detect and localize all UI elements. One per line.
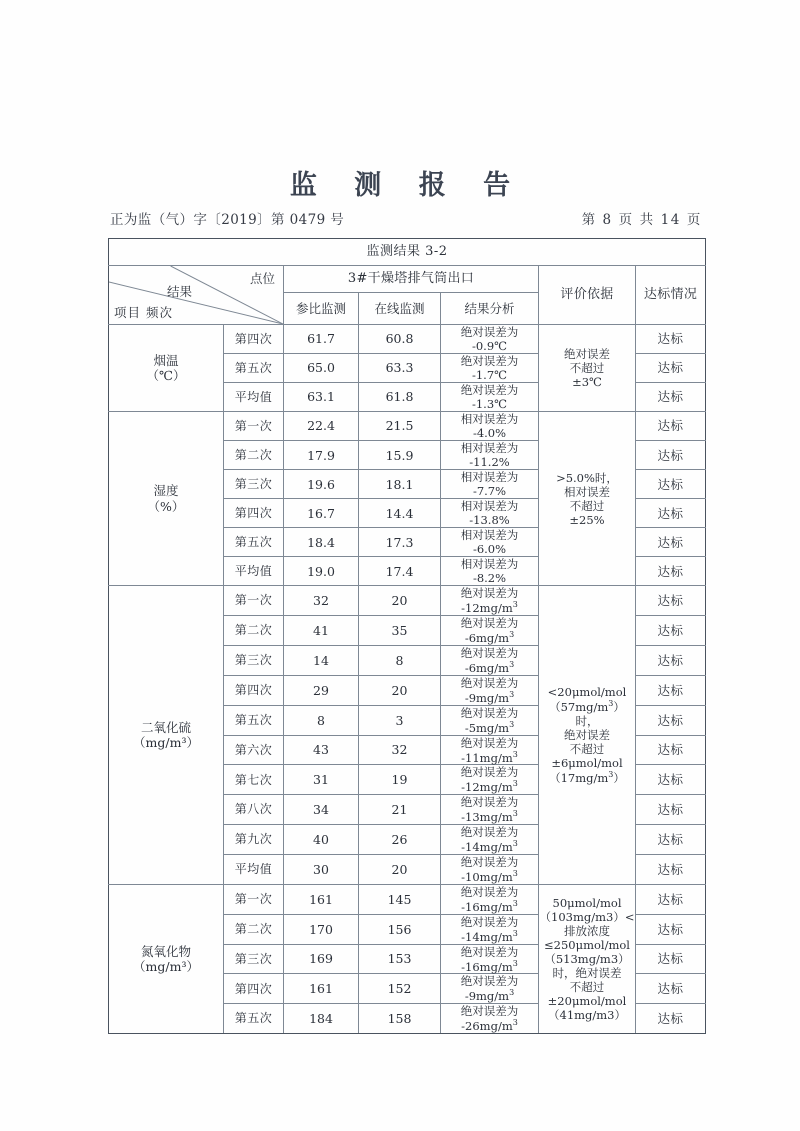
status-cell: 达标 (636, 705, 706, 735)
analysis-line-1: 绝对误差为 (460, 705, 519, 720)
frequency-cell: 平均值 (224, 557, 284, 586)
status-cell: 达标 (636, 884, 706, 914)
frequency-cell: 第二次 (224, 914, 284, 944)
analysis-cell (441, 586, 539, 616)
basis-line: 时，绝对误差 (552, 966, 622, 981)
header-corner-cell (109, 266, 284, 325)
status-cell: 达标 (636, 325, 706, 354)
comparison-value-cell: 19.0 (284, 557, 359, 586)
parameter-name-cell (109, 884, 224, 1033)
analysis-cell (441, 765, 539, 795)
analysis-line-2: $-14mg/m^3$ (461, 839, 518, 854)
analysis-line-1: 绝对误差为 (460, 1004, 519, 1019)
analysis-line-1: 绝对误差为 (460, 765, 519, 780)
frequency-cell: 第三次 (224, 944, 284, 974)
analysis-line-2: -1.7℃ (471, 368, 508, 383)
online-value-cell: 26 (359, 825, 441, 855)
comparison-value-cell: 19.6 (284, 470, 359, 499)
basis-line: （513mg/m3） (544, 952, 630, 967)
status-cell: 达标 (636, 441, 706, 470)
basis-line: ≤250μmol/mol (544, 938, 630, 952)
analysis-cell (441, 795, 539, 825)
analysis-line-1: 相对误差为 (460, 499, 519, 514)
frequency-cell: 第五次 (224, 705, 284, 735)
analysis-line-2: $-9mg/m^3$ (464, 689, 515, 705)
header-site-name: 3#干燥塔排气筒出口 (284, 266, 539, 293)
basis-line: >5.0%时， (556, 470, 618, 485)
document-meta-row (110, 208, 702, 228)
status-cell: 达标 (636, 470, 706, 499)
status-cell: 达标 (636, 586, 706, 616)
analysis-line-2: -1.3℃ (471, 397, 508, 412)
online-value-cell: 156 (359, 914, 441, 944)
online-value-cell: 3 (359, 705, 441, 735)
comparison-value-cell: 17.9 (284, 441, 359, 470)
analysis-line-1: 绝对误差为 (460, 735, 519, 750)
comparison-value-cell: 43 (284, 735, 359, 765)
online-value-cell: 14.4 (359, 499, 441, 528)
parameter-name-cell (109, 325, 224, 412)
comparison-value-cell: 22.4 (284, 412, 359, 441)
analysis-line-2: $-6mg/m^3$ (464, 660, 515, 675)
analysis-line-1: 绝对误差为 (460, 616, 519, 631)
analysis-line-1: 绝对误差为 (460, 795, 519, 810)
online-value-cell: 32 (359, 735, 441, 765)
basis-line: 不超过 (569, 980, 605, 995)
analysis-cell (441, 470, 539, 499)
monitoring-results-table (108, 238, 706, 1034)
status-cell: 达标 (636, 499, 706, 528)
frequency-cell: 第五次 (224, 354, 284, 383)
table-row (109, 412, 706, 441)
document-number: 正为监（气）字〔2019〕第 0479 号 (110, 212, 345, 228)
status-cell: 达标 (636, 354, 706, 383)
analysis-cell (441, 944, 539, 974)
parameter-label: 氮氧化物 (140, 943, 191, 959)
analysis-line-2: -0.9℃ (471, 339, 508, 354)
parameter-name-cell (109, 586, 224, 885)
frequency-cell: 平均值 (224, 855, 284, 885)
basis-line: 绝对误差 (564, 728, 610, 743)
parameter-unit: （%） (147, 498, 185, 514)
basis-line: ±20μmol/mol (547, 994, 627, 1009)
analysis-line-2: -6.0% (472, 542, 507, 557)
comparison-value-cell: 40 (284, 825, 359, 855)
online-value-cell: 15.9 (359, 441, 441, 470)
analysis-line-1: 相对误差为 (460, 441, 519, 456)
analysis-line-1: 绝对误差为 (460, 354, 519, 369)
status-cell: 达标 (636, 616, 706, 646)
comparison-value-cell: 170 (284, 914, 359, 944)
basis-line: 50μmol/mol (552, 895, 622, 910)
analysis-line-2: $-16mg/m^3$ (461, 898, 518, 914)
online-value-cell: 63.3 (359, 354, 441, 383)
parameter-unit: （℃） (146, 368, 186, 384)
status-cell: 达标 (636, 735, 706, 765)
comparison-value-cell: 161 (284, 974, 359, 1004)
basis-line: <20μmol/mol (547, 685, 627, 700)
comparison-value-cell: 29 (284, 675, 359, 705)
results-table-wrapper (108, 238, 705, 1034)
header-comparison-monitoring: 参比监测 (284, 293, 359, 325)
page-indicator: 第 8 页 共 14 页 (581, 212, 702, 228)
frequency-cell: 第八次 (224, 795, 284, 825)
analysis-line-2: $-11mg/m^3$ (461, 749, 518, 765)
basis-line: （41mg/m3） (548, 1008, 626, 1023)
frequency-cell: 第六次 (224, 735, 284, 765)
basis-line: $(17mg/m^3)$ (549, 770, 625, 785)
comparison-value-cell: 31 (284, 765, 359, 795)
status-cell: 达标 (636, 974, 706, 1004)
corner-label-item: 项目 频次 (114, 304, 173, 320)
online-value-cell: 61.8 (359, 383, 441, 412)
frequency-cell: 第四次 (224, 675, 284, 705)
online-value-cell: 8 (359, 646, 441, 676)
comparison-value-cell: 61.7 (284, 325, 359, 354)
analysis-cell (441, 383, 539, 412)
frequency-cell: 第五次 (224, 528, 284, 557)
comparison-value-cell: 32 (284, 586, 359, 616)
table-caption: 监测结果 3-2 (109, 239, 706, 266)
status-cell: 达标 (636, 914, 706, 944)
evaluation-basis-cell (539, 884, 636, 1033)
comparison-value-cell: 34 (284, 795, 359, 825)
frequency-cell: 第二次 (224, 441, 284, 470)
online-value-cell: 20 (359, 675, 441, 705)
frequency-cell: 第一次 (224, 412, 284, 441)
online-value-cell: 158 (359, 1004, 441, 1034)
analysis-line-1: 相对误差为 (460, 557, 519, 572)
online-value-cell: 21 (359, 795, 441, 825)
online-value-cell: 152 (359, 974, 441, 1004)
analysis-cell (441, 884, 539, 914)
page-title: 监 测 报 告 (289, 170, 525, 201)
parameter-unit: （mg/m³） (133, 735, 199, 751)
comparison-value-cell: 184 (284, 1004, 359, 1034)
analysis-cell (441, 325, 539, 354)
online-value-cell: 35 (359, 616, 441, 646)
parameter-label: 烟温 (153, 352, 179, 368)
analysis-line-2: $-6mg/m^3$ (464, 630, 515, 645)
analysis-line-1: 绝对误差为 (460, 675, 519, 690)
analysis-cell (441, 499, 539, 528)
frequency-cell: 第三次 (224, 470, 284, 499)
frequency-cell: 第五次 (224, 1004, 284, 1034)
frequency-cell: 第七次 (224, 765, 284, 795)
basis-line: 绝对误差 (564, 347, 610, 362)
parameter-label: 二氧化硫 (140, 719, 191, 735)
comparison-value-cell: 30 (284, 855, 359, 885)
analysis-line-1: 绝对误差为 (460, 884, 519, 899)
analysis-line-1: 绝对误差为 (460, 825, 519, 840)
header-evaluation-basis: 评价依据 (539, 266, 636, 325)
frequency-cell: 第一次 (224, 884, 284, 914)
analysis-line-1: 相对误差为 (460, 528, 519, 543)
header-compliance-status: 达标情况 (636, 266, 706, 325)
analysis-cell (441, 441, 539, 470)
comparison-value-cell: 8 (284, 705, 359, 735)
basis-line: ±3℃ (572, 375, 602, 390)
online-value-cell: 17.4 (359, 557, 441, 586)
online-value-cell: 145 (359, 884, 441, 914)
analysis-cell (441, 528, 539, 557)
analysis-cell (441, 557, 539, 586)
comparison-value-cell: 14 (284, 646, 359, 676)
table-row (109, 884, 706, 914)
analysis-line-2: $-9mg/m^3$ (464, 988, 515, 1004)
status-cell: 达标 (636, 944, 706, 974)
analysis-cell (441, 825, 539, 855)
online-value-cell: 21.5 (359, 412, 441, 441)
analysis-line-1: 相对误差为 (460, 412, 519, 427)
analysis-line-2: -13.8% (469, 513, 510, 528)
evaluation-basis-cell (539, 586, 636, 885)
comparison-value-cell: 161 (284, 884, 359, 914)
comparison-value-cell: 41 (284, 616, 359, 646)
analysis-cell (441, 914, 539, 944)
analysis-line-1: 绝对误差为 (460, 325, 519, 339)
analysis-line-2: $-12mg/m^3$ (461, 600, 518, 616)
table-row (109, 325, 706, 354)
comparison-value-cell: 16.7 (284, 499, 359, 528)
online-value-cell: 153 (359, 944, 441, 974)
table-caption-row (109, 239, 706, 266)
analysis-line-2: $-16mg/m^3$ (461, 958, 518, 974)
analysis-line-2: $-13mg/m^3$ (461, 809, 518, 825)
analysis-cell (441, 1004, 539, 1034)
comparison-value-cell: 18.4 (284, 528, 359, 557)
basis-line: 不超过 (569, 498, 605, 513)
basis-line: 不超过 (569, 361, 605, 376)
analysis-cell (441, 855, 539, 885)
analysis-cell (441, 354, 539, 383)
evaluation-basis-cell (539, 412, 636, 586)
analysis-line-2: $-10mg/m^3$ (461, 869, 518, 884)
online-value-cell: 20 (359, 586, 441, 616)
status-cell: 达标 (636, 825, 706, 855)
analysis-cell (441, 705, 539, 735)
basis-line: $(57mg/m^3)$时， (549, 699, 625, 729)
analysis-line-2: $-26mg/m^3$ (461, 1018, 518, 1034)
analysis-line-2: $-14mg/m^3$ (461, 928, 518, 944)
status-cell: 达标 (636, 765, 706, 795)
comparison-value-cell: 169 (284, 944, 359, 974)
online-value-cell: 17.3 (359, 528, 441, 557)
basis-line: 排放浓度 (564, 923, 610, 938)
comparison-value-cell: 63.1 (284, 383, 359, 412)
frequency-cell: 第四次 (224, 974, 284, 1004)
header-online-monitoring: 在线监测 (359, 293, 441, 325)
analysis-line-1: 绝对误差为 (460, 944, 519, 959)
analysis-cell (441, 646, 539, 676)
basis-line: ±6μmol/mol (551, 756, 623, 771)
parameter-label: 湿度 (153, 483, 179, 499)
analysis-line-1: 绝对误差为 (460, 974, 519, 989)
frequency-cell: 第四次 (224, 325, 284, 354)
online-value-cell: 60.8 (359, 325, 441, 354)
analysis-line-2: -4.0% (472, 426, 507, 441)
status-cell: 达标 (636, 795, 706, 825)
analysis-line-2: -8.2% (472, 571, 507, 586)
comparison-value-cell: 65.0 (284, 354, 359, 383)
corner-label-point: 点位 (249, 271, 275, 286)
analysis-cell (441, 412, 539, 441)
status-cell: 达标 (636, 557, 706, 586)
evaluation-basis-cell (539, 325, 636, 412)
analysis-line-2: $-5mg/m^3$ (464, 719, 515, 735)
header-result-analysis: 结果分析 (441, 293, 539, 325)
analysis-line-1: 绝对误差为 (460, 855, 519, 870)
status-cell: 达标 (636, 646, 706, 676)
analysis-line-2: -7.7% (472, 484, 507, 499)
analysis-line-1: 绝对误差为 (460, 646, 519, 660)
basis-line: 相对误差 (564, 484, 610, 499)
analysis-line-1: 绝对误差为 (460, 383, 519, 398)
analysis-cell (441, 675, 539, 705)
analysis-line-1: 绝对误差为 (460, 586, 519, 601)
basis-line: （103mg/m3）< (539, 909, 635, 924)
status-cell: 达标 (636, 1004, 706, 1034)
frequency-cell: 第二次 (224, 616, 284, 646)
frequency-cell: 第三次 (224, 646, 284, 676)
analysis-cell (441, 735, 539, 765)
online-value-cell: 18.1 (359, 470, 441, 499)
status-cell: 达标 (636, 528, 706, 557)
status-cell: 达标 (636, 412, 706, 441)
frequency-cell: 第四次 (224, 499, 284, 528)
analysis-line-2: -11.2% (469, 455, 510, 470)
frequency-cell: 第一次 (224, 586, 284, 616)
corner-label-result: 结果 (167, 284, 193, 299)
frequency-cell: 平均值 (224, 383, 284, 412)
status-cell: 达标 (636, 675, 706, 705)
parameter-unit: （mg/m³） (133, 959, 199, 975)
frequency-cell: 第九次 (224, 825, 284, 855)
analysis-cell (441, 616, 539, 646)
analysis-cell (441, 974, 539, 1004)
online-value-cell: 20 (359, 855, 441, 885)
parameter-name-cell (109, 412, 224, 586)
status-cell: 达标 (636, 383, 706, 412)
basis-line: 不超过 (569, 742, 605, 757)
table-header-row-1 (109, 266, 706, 293)
analysis-line-2: $-12mg/m^3$ (461, 779, 518, 795)
online-value-cell: 19 (359, 765, 441, 795)
basis-line: ±25% (569, 512, 605, 527)
analysis-line-1: 绝对误差为 (460, 914, 519, 929)
table-row (109, 586, 706, 616)
status-cell: 达标 (636, 855, 706, 885)
analysis-line-1: 相对误差为 (460, 470, 519, 485)
